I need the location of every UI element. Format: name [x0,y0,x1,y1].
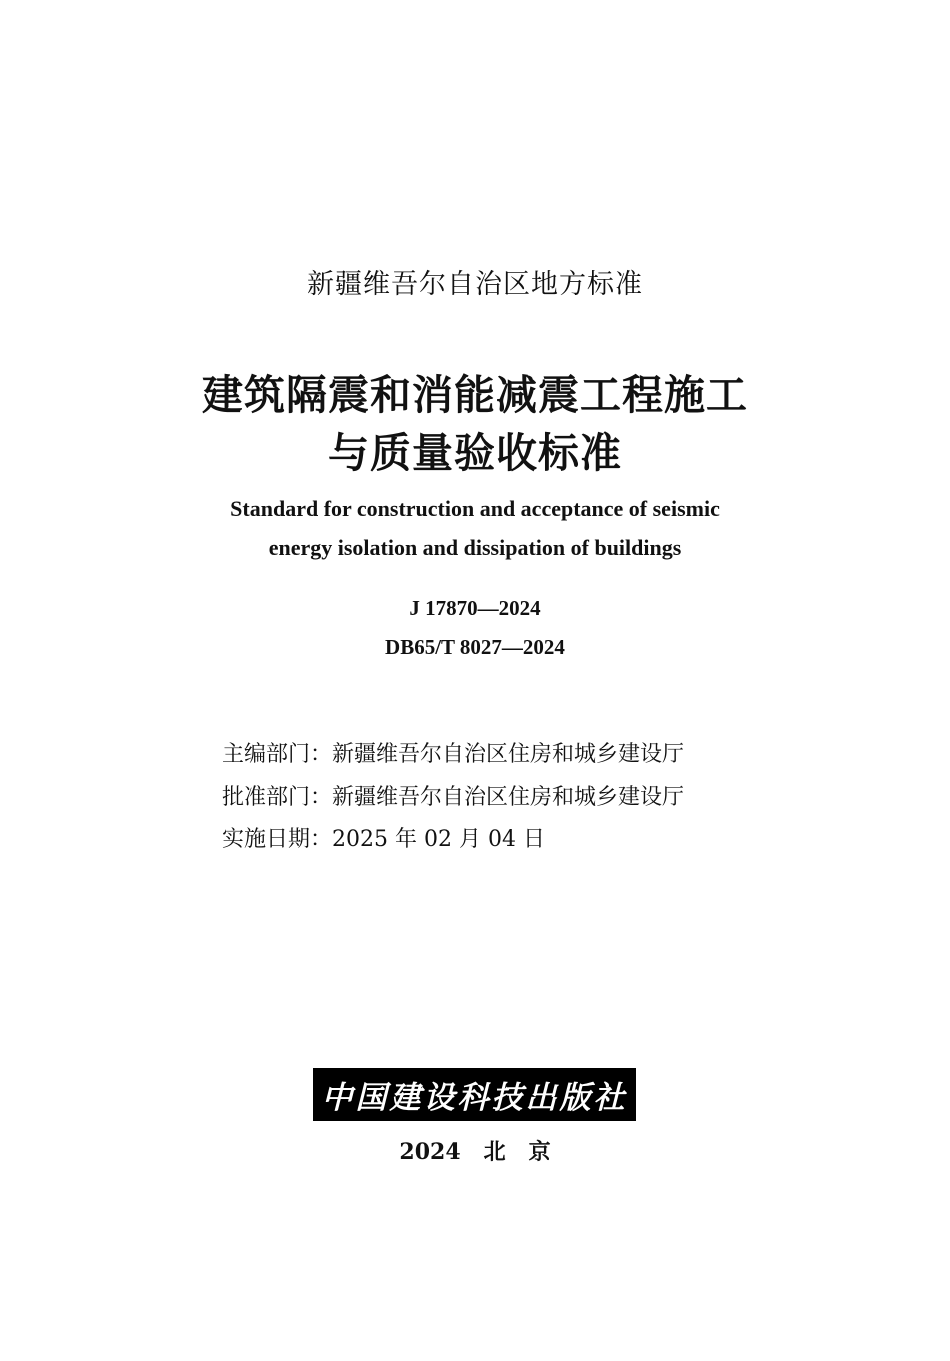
document-title-line2: 与质量验收标准 [328,429,622,477]
standard-number: DB65/T 8027—2024 [385,635,565,659]
publisher-logo: 中国建设科技出版社 [313,1068,636,1121]
english-title-line1: Standard for construction and acceptance of seismic [230,496,720,521]
series-title: 新疆维吾尔自治区地方标准 [307,269,643,300]
imprint-year-city: 2024 北 京 [399,1139,551,1165]
english-title-line2: energy isolation and dissipation of buildings [268,535,682,560]
approving-department: 批准部门：新疆维吾尔自治区住房和城乡建设厅 [222,785,685,810]
editor-department: 主编部门：新疆维吾尔自治区住房和城乡建设厅 [222,742,685,767]
document-title-line1: 建筑隔震和消能减震工程施工 [202,371,748,419]
effective-date: 实施日期：2025 年 02 月 04 日 [222,827,545,852]
record-number: J 17870—2024 [409,596,541,620]
